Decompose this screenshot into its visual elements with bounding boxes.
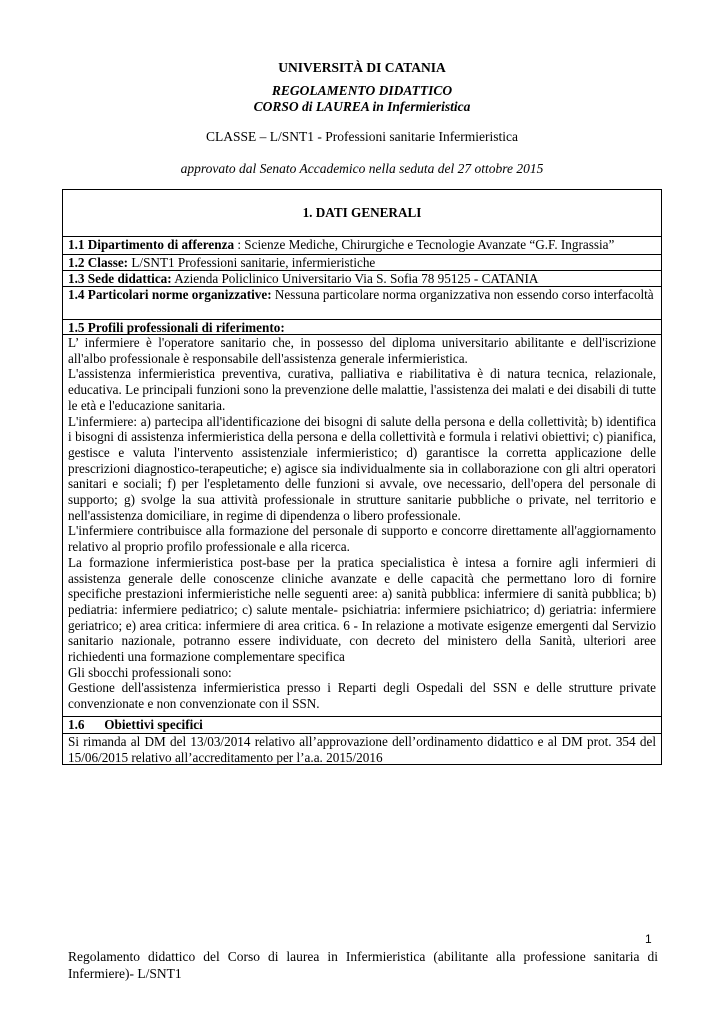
row-value: Azienda Policlinico Universitario Via S. Sofia 78 95125 - CATANIA bbox=[171, 271, 539, 286]
profile-paragraph: L'assistenza infermieristica preventiva, curativa, palliativa e riabilitativa è di natura tecnica, relazionale, educativa. Le principali funzioni sono la prevenzione delle malattie, l'assistenza dei malati e dei disabili di tutte le età e l'educazione sanitaria. bbox=[68, 366, 656, 413]
profiles-title: 1.5 Profili professionali di riferimento: bbox=[68, 320, 285, 335]
profile-paragraph: L’ infermiere è l'operatore sanitario che, in possesso del diploma universitario abilitante e dell'iscrizione all'albo professionale è responsabile dell'assistenza generale infermieristica. bbox=[68, 335, 656, 366]
general-data-table bbox=[62, 189, 662, 765]
profile-paragraph: L'infermiere contribuisce alla formazione del personale di supporto e concorre direttamente all'aggiornamento relativo al proprio profilo professionale e alla ricerca. bbox=[68, 523, 656, 555]
row-rules bbox=[63, 287, 661, 320]
objectives-heading bbox=[63, 717, 661, 734]
row-label: 1.3 Sede didattica: bbox=[68, 271, 172, 286]
row-department bbox=[63, 237, 661, 255]
objectives-title: 1.6 Obiettivi specifici bbox=[68, 717, 203, 732]
row-value: : Scienze Mediche, Chirurgiche e Tecnologie Avanzate “G.F. Ingrassia” bbox=[234, 237, 615, 252]
document-title-line1: REGOLAMENTO DIDATTICO bbox=[271, 83, 453, 98]
class-line: CLASSE – L/SNT1 - Professioni sanitarie Infermieristica bbox=[206, 129, 518, 144]
row-seat bbox=[63, 271, 661, 287]
document-title-line2: CORSO di LAUREA in Infermieristica bbox=[253, 99, 471, 114]
row-label: 1.1 Dipartimento di afferenza bbox=[68, 237, 235, 252]
profile-paragraph: Gli sbocchi professionali sono: bbox=[68, 664, 232, 680]
page-footer: Regolamento didattico del Corso di laurea in Infermieristica (abilitante alla professione sanitaria di Infermiere)- L/SNT1 bbox=[68, 949, 658, 981]
objectives-body: Si rimanda al DM del 13/03/2014 relativo all’approvazione dell’ordinamento didattico e al DM prot. 354 del 15/06/2015 relativo all’accreditamento per l’a.a. 2015/2016 bbox=[68, 734, 656, 765]
profiles-heading bbox=[63, 320, 661, 335]
document-title bbox=[0, 83, 724, 115]
profile-paragraph: La formazione infermieristica post-base per la pratica specialistica è intesa a fornire agli infermieri di assistenza generale delle conoscenze cliniche avanzate e delle capacità che permettano loro di fornire specifiche prestazioni infermieristiche nelle seguenti aree: a) sanità pubblica: infermiere di sanità pubblica; b) pediatria: infermiere pediatrico; c) salute mentale- psichiatria: infermiere psichiatrico; d) geriatria: infermiere geriatrico; e) area critica: infermiere di area critica. 6 - In relazione a motivate esigenze emergenti dal Servizio sanitario nazionale, potranno essere individuate, con decreto del ministero della Sanità, ulteriori aree richiedenti una formazione complementare specifica bbox=[68, 554, 656, 665]
profile-paragraph: Gestione dell'assistenza infermieristica presso i Reparti degli Ospedali del SSN e delle strutture private convenzionate e non convenzionate con il SSN. bbox=[68, 680, 656, 712]
profile-paragraph: L'infermiere: a) partecipa all'identificazione dei bisogni di salute della persona e della collettività; b) identifica i bisogni di assistenza infermieristica della persona e della collettività e formula i relativi obiettivi; c) pianifica, gestisce e valuta l'intervento assistenziale infermieristico; d) garantisce la corretta applicazione delle prescrizioni diagnostico-terapeutiche; e) agisce sia individualmente sia in collaborazione con gli altri operatori sanitari e sociali; f) per l'espletamento delle funzioni si avvale, ove necessario, dell'opera del personale di supporto; g) svolge la sua attività professionale in strutture sanitarie pubbliche o private, nel territorio e nell'assistenza domiciliare, in regime di dipendenza o libero professionale. bbox=[68, 413, 656, 523]
row-label: 1.4 Particolari norme organizzative: bbox=[68, 287, 272, 302]
profiles-body bbox=[63, 335, 661, 717]
row-label: 1.2 Classe: bbox=[68, 255, 129, 270]
university-name: UNIVERSITÀ DI CATANIA bbox=[278, 60, 446, 75]
page-number: 1 bbox=[645, 932, 652, 946]
row-value: Nessuna particolare norma organizzativa non essendo corso interfacoltà bbox=[271, 287, 654, 302]
approval-note: approvato dal Senato Accademico nella seduta del 27 ottobre 2015 bbox=[180, 161, 544, 176]
row-class bbox=[63, 255, 661, 271]
row-value: L/SNT1 Professioni sanitarie, infermieristiche bbox=[128, 255, 376, 270]
section-title: 1. DATI GENERALI bbox=[63, 190, 661, 237]
